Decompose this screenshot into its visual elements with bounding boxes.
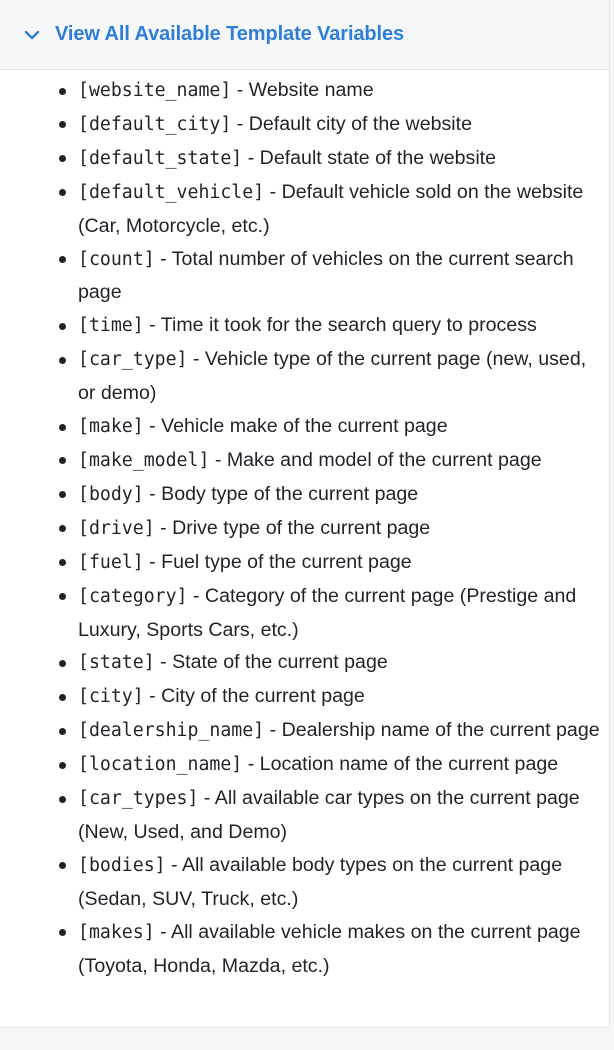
variable-code: [time] [78,315,144,337]
variable-code: [default_vehicle] [78,181,265,203]
variable-code: [fuel] [78,551,144,573]
variable-description: Default city of the website [248,112,472,135]
variable-description: State of the current page [172,651,388,674]
template-variables-title: View All Available Template Variables [55,23,405,45]
variable-code: [drive] [78,517,155,539]
variable-description: Website name [248,79,374,101]
list-item: [city] - City of the current page [0,680,609,714]
list-item: [state] - State of the current page [0,646,609,680]
variable-code: [default_city] [78,113,232,135]
list-item: [default_vehicle] - Default vehicle sold on the website (Car, Motorcycle, etc.) [0,176,609,243]
list-item: [count] - Total number of vehicles on the current search page [0,243,609,310]
list-item: [bodies] - All available body types on the current page (Sedan, SUV, Truck, etc.) [0,849,609,916]
variable-description: All available vehicle makes on the current page (Toyota, Honda, Mazda, etc.) [78,920,581,977]
list-item: [website_name] - Website name [0,74,609,108]
chevron-down-icon [22,25,42,45]
list-item: [body] - Body type of the current page [0,478,609,512]
variable-code: [car_type] [78,349,188,371]
variable-description: City of the current page [161,685,365,708]
variable-description: Default state of the website [259,146,497,169]
variable-code: [make_model] [78,449,210,471]
variable-description: Body type of the current page [161,482,419,505]
list-item: [drive] - Drive type of the current page [0,512,609,546]
list-item: [make] - Vehicle make of the current page [0,410,609,444]
variable-code: [make] [78,416,144,438]
list-item: [location_name] - Location name of the current page [0,748,609,782]
variable-code: [makes] [78,921,155,943]
variable-code: [default_state] [78,147,243,169]
variable-description: Total number of vehicles on the current search page [78,247,574,304]
list-item: [dealership_name] - Dealership name of the current page [0,714,609,748]
list-item: [fuel] - Fuel type of the current page [0,546,609,580]
list-item: [make_model] - Make and model of the current page [0,444,609,478]
variable-code: [category] [78,585,188,607]
variable-description: Vehicle make of the current page [161,415,448,438]
list-item: [category] - Category of the current page (Prestige and Luxury, Sports Cars, etc.) [0,580,609,647]
variable-description: Time it took for the search query to process [160,314,537,337]
list-item: [default_city] - Default city of the website [0,108,609,142]
variable-code: [count] [78,248,155,270]
variable-description: All available body types on the current page (Sedan, SUV, Truck, etc.) [78,853,563,910]
variable-description: Make and model of the current page [226,448,542,471]
variable-code: [dealership_name] [78,720,265,742]
variable-description: All available car types on the current page (New, Used, and Demo) [78,787,580,843]
template-variables-toggle[interactable] [0,0,609,70]
variable-code: [city] [78,686,144,708]
variable-code: [body] [78,483,144,505]
variable-list [0,70,609,982]
variable-description: Vehicle type of the current page (new, used, or demo) [78,348,587,405]
list-item: [car_types] - All available car types on the current page (New, Used, and Demo) [0,782,609,849]
variable-description: Location name of the current page [259,753,559,776]
variable-description: Dealership name of the current page [281,719,600,742]
list-item: [makes] - All available vehicle makes on the current page (Toyota, Honda, Mazda, etc.) [0,916,609,983]
list-item: [car_type] - Vehicle type of the current page (new, used, or demo) [0,343,609,410]
variable-code: [state] [78,652,155,674]
variable-code: [car_types] [78,788,199,810]
list-item: [time] - Time it took for the search query to process [0,309,609,343]
variable-description: Fuel type of the current page [161,550,412,573]
variable-code: [location_name] [78,754,243,776]
variable-description: Drive type of the current page [172,516,431,539]
variable-description: Category of the current page (Prestige and Luxury, Sports Cars, etc.) [78,584,577,641]
list-item: [default_state] - Default state of the website [0,142,609,176]
variable-description: Default vehicle sold on the website (Car, Motorcycle, etc.) [78,180,584,237]
variable-code: [website_name] [78,80,232,101]
variable-code: [bodies] [78,854,166,876]
